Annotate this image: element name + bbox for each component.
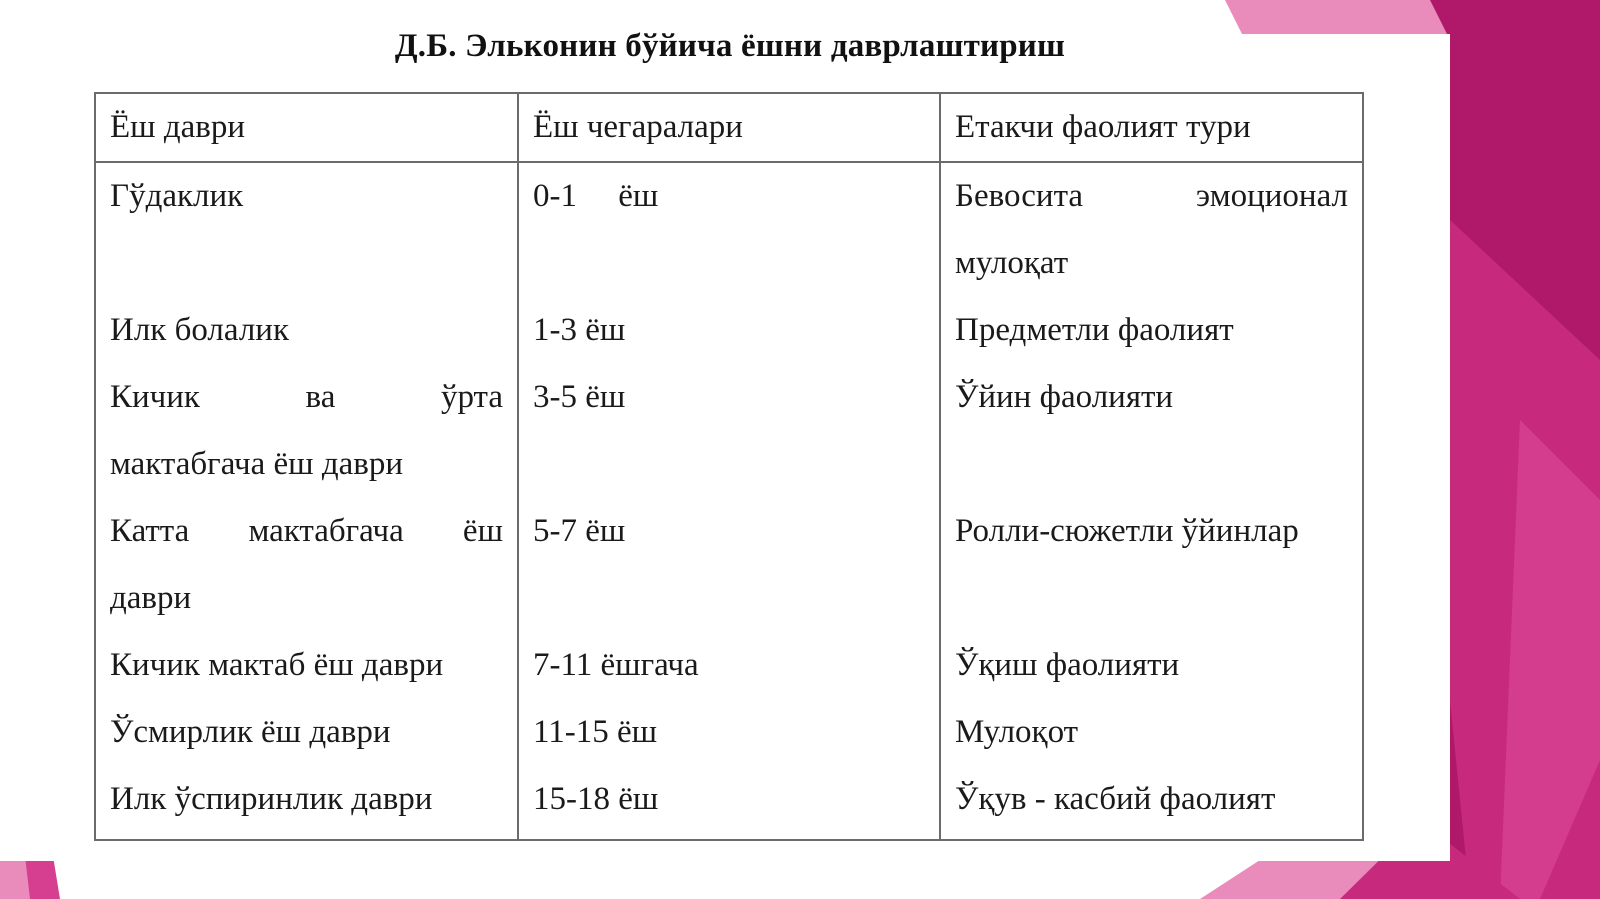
table-row: [95, 364, 1363, 498]
cell-period-line1: Кичик ва ўрта: [110, 379, 503, 415]
cell-activity-line2: мулоқат: [955, 245, 1069, 281]
cell-activity: [940, 699, 1363, 766]
table-row: [95, 699, 1363, 766]
cell-period-line1: Илк болалик: [110, 312, 290, 348]
cell-period-line1: Илк ўспиринлик даври: [110, 781, 433, 817]
cell-period-line1: Гўдаклик: [110, 178, 244, 214]
cell-range: [518, 498, 940, 632]
cell-period: [95, 766, 518, 840]
cell-activity: [940, 297, 1363, 364]
cell-activity: [940, 364, 1363, 498]
page-title: Д.Б. Эльконин бўйича ёшни даврлаштириш: [394, 28, 1066, 64]
age-periodization-table: [94, 92, 1364, 841]
cell-period-line1: Ўсмирлик ёш даври: [110, 714, 391, 750]
cell-range: [518, 297, 940, 364]
cell-range: [518, 632, 940, 699]
cell-range: [518, 364, 940, 498]
cell-activity-line1: Предметли фаолият: [955, 312, 1234, 348]
cell-range-value: 15-18 ёш: [533, 781, 659, 817]
cell-period: [95, 699, 518, 766]
cell-period: [95, 632, 518, 699]
column-header-activity: Етакчи фаолият тури: [940, 93, 1363, 162]
table-row: [95, 162, 1363, 297]
cell-range-value: 5-7 ёш: [533, 513, 626, 549]
table-row: [95, 297, 1363, 364]
cell-period: [95, 364, 518, 498]
cell-period-line1: Кичик мактаб ёш даври: [110, 647, 444, 683]
cell-period-line1: Катта мактабгача ёш: [110, 513, 503, 549]
column-header-range: Ёш чегаралари: [518, 93, 940, 162]
cell-range: [518, 699, 940, 766]
table-row: [95, 766, 1363, 840]
table-row: [95, 498, 1363, 632]
column-header-period: Ёш даври: [95, 93, 518, 162]
cell-activity: [940, 766, 1363, 840]
cell-activity-line1: Ўқув - касбий фаолият: [955, 781, 1276, 817]
cell-period: [95, 162, 518, 297]
cell-activity: [940, 162, 1363, 297]
cell-period-line2: мактабгача ёш даври: [110, 446, 404, 482]
cell-activity-line1: Мулоқот: [955, 714, 1079, 750]
cell-range-value: 1-3 ёш: [533, 312, 626, 348]
cell-range: [518, 162, 940, 297]
cell-activity-line1: Ролли-сюжетли ўйинлар: [955, 513, 1299, 549]
cell-period: [95, 498, 518, 632]
cell-activity-line1: Ўйин фаолияти: [955, 379, 1174, 415]
cell-range-value: 11-15 ёш: [533, 714, 658, 750]
cell-period-line2: даври: [110, 580, 192, 616]
cell-activity-line1: Бевосита эмоционал: [955, 178, 1348, 214]
cell-activity: [940, 498, 1363, 632]
cell-activity-line1: Ўқиш фаолияти: [955, 647, 1180, 683]
cell-range-value: 7-11 ёшгача: [533, 647, 699, 683]
cell-range-value: 3-5 ёш: [533, 379, 626, 415]
cell-range-value: 0-1 ёш: [533, 178, 659, 214]
cell-range: [518, 766, 940, 840]
table-header-row: [95, 93, 1363, 162]
table-row: [95, 632, 1363, 699]
cell-period: [95, 297, 518, 364]
cell-activity: [940, 632, 1363, 699]
